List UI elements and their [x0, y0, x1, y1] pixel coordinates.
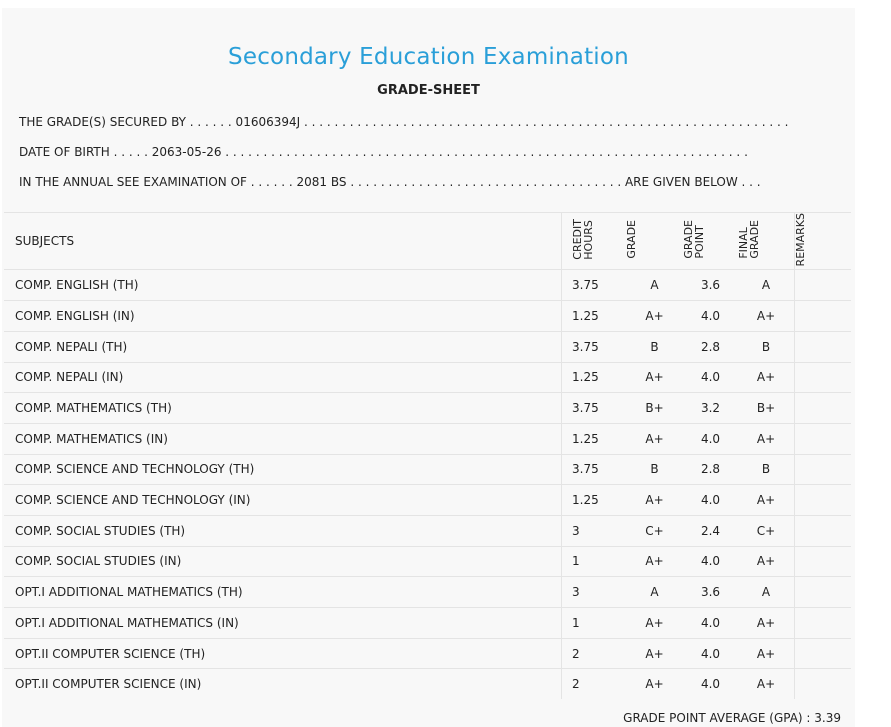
header-remarks [795, 213, 852, 270]
final-grade-cell: A+ [738, 362, 795, 393]
grade-cell: C+ [626, 515, 683, 546]
credit-hours-cell: 3.75 [562, 454, 627, 485]
table-row [4, 638, 851, 669]
date-of-birth-line: DATE OF BIRTH . . . . . 2063-05-26 . . . . . . . . . . . . . . . . . . . . . . . . . . . . . . . . . . . . . . . . . . . . . . . . . . . . . . . . . . . . . . . . . . . . . [19, 145, 748, 159]
grade-cell: A+ [626, 485, 683, 516]
grade-cell: B+ [626, 393, 683, 424]
credit-hours-cell: 1.25 [562, 485, 627, 516]
grade-point-cell: 3.2 [683, 393, 738, 424]
credit-hours-cell: 1.25 [562, 423, 627, 454]
header-final-grade [738, 213, 795, 270]
subject-cell: COMP. MATHEMATICS (TH) [4, 393, 562, 424]
grade-cell: A+ [626, 669, 683, 699]
credit-hours-cell: 1.25 [562, 301, 627, 332]
final-grade-cell: A [738, 577, 795, 608]
subject-cell: COMP. ENGLISH (TH) [4, 270, 562, 301]
table-row [4, 270, 851, 301]
subject-cell: COMP. MATHEMATICS (IN) [4, 423, 562, 454]
grade-cell: B [626, 454, 683, 485]
final-grade-cell: A+ [738, 669, 795, 699]
grade-point-cell: 4.0 [683, 362, 738, 393]
final-grade-cell: B [738, 454, 795, 485]
header-remarks-label: REMARKS [794, 213, 807, 267]
grade-sheet-heading: GRADE-SHEET [377, 83, 480, 98]
credit-hours-cell: 3.75 [562, 393, 627, 424]
table-row [4, 485, 851, 516]
grade-cell: A+ [626, 608, 683, 639]
credit-hours-cell: 2 [562, 638, 627, 669]
grade-point-cell: 4.0 [683, 546, 738, 577]
grade-sheet [2, 8, 855, 727]
table-row [4, 301, 851, 332]
header-final-grade-label: FINAL GRADE [737, 220, 761, 260]
final-grade-cell: B+ [738, 393, 795, 424]
subject-cell: OPT.II COMPUTER SCIENCE (IN) [4, 669, 562, 699]
header-grade-point [683, 213, 738, 270]
remarks-cell [795, 393, 852, 424]
header-grade-label: GRADE [625, 220, 638, 260]
subject-cell: COMP. NEPALI (TH) [4, 331, 562, 362]
remarks-cell [795, 331, 852, 362]
grade-cell: A+ [626, 301, 683, 332]
final-grade-cell: A+ [738, 638, 795, 669]
subject-cell: OPT.I ADDITIONAL MATHEMATICS (TH) [4, 577, 562, 608]
table-row [4, 515, 851, 546]
remarks-cell [795, 608, 852, 639]
grade-cell: A+ [626, 546, 683, 577]
grade-point-cell: 4.0 [683, 608, 738, 639]
remarks-cell [795, 423, 852, 454]
grade-cell: A [626, 577, 683, 608]
subject-cell: OPT.I ADDITIONAL MATHEMATICS (IN) [4, 608, 562, 639]
final-grade-cell: A+ [738, 608, 795, 639]
final-grade-cell: C+ [738, 515, 795, 546]
grade-point-cell: 3.6 [683, 270, 738, 301]
remarks-cell [795, 301, 852, 332]
final-grade-cell: A+ [738, 546, 795, 577]
grade-point-cell: 2.8 [683, 454, 738, 485]
remarks-cell [795, 669, 852, 699]
table-row [4, 362, 851, 393]
remarks-cell [795, 270, 852, 301]
table-row [4, 393, 851, 424]
grade-point-cell: 4.0 [683, 301, 738, 332]
table-row [4, 577, 851, 608]
gpa-summary: GRADE POINT AVERAGE (GPA) : 3.39 [623, 711, 841, 725]
remarks-cell [795, 638, 852, 669]
grade-cell: B [626, 331, 683, 362]
header-grade [626, 213, 683, 270]
subject-cell: COMP. ENGLISH (IN) [4, 301, 562, 332]
final-grade-cell: A [738, 270, 795, 301]
grade-point-cell: 2.4 [683, 515, 738, 546]
grade-point-cell: 3.6 [683, 577, 738, 608]
credit-hours-cell: 3.75 [562, 331, 627, 362]
credit-hours-cell: 2 [562, 669, 627, 699]
grade-point-cell: 2.8 [683, 331, 738, 362]
final-grade-cell: A+ [738, 485, 795, 516]
grade-point-cell: 4.0 [683, 423, 738, 454]
grade-point-cell: 4.0 [683, 485, 738, 516]
subject-cell: OPT.II COMPUTER SCIENCE (TH) [4, 638, 562, 669]
remarks-cell [795, 515, 852, 546]
header-credit-hours-label: CREDIT HOURS [571, 219, 595, 261]
grade-point-cell: 4.0 [683, 669, 738, 699]
final-grade-cell: A+ [738, 423, 795, 454]
final-grade-cell: B [738, 331, 795, 362]
table-row [4, 669, 851, 699]
exam-title: Secondary Education Examination [228, 44, 629, 70]
remarks-cell [795, 577, 852, 608]
table-row [4, 546, 851, 577]
credit-hours-cell: 3 [562, 577, 627, 608]
table-row [4, 608, 851, 639]
subject-cell: COMP. SCIENCE AND TECHNOLOGY (IN) [4, 485, 562, 516]
credit-hours-cell: 1.25 [562, 362, 627, 393]
remarks-cell [795, 546, 852, 577]
grade-point-cell: 4.0 [683, 638, 738, 669]
remarks-cell [795, 362, 852, 393]
header-grade-point-label: GRADE POINT [682, 220, 706, 260]
subject-cell: COMP. SOCIAL STUDIES (TH) [4, 515, 562, 546]
table-row [4, 454, 851, 485]
secured-by-line: THE GRADE(S) SECURED BY . . . . . . 01606394J . . . . . . . . . . . . . . . . . . . . . . . . . . . . . . . . . . . . . . . . . . . . . . . . . . . . . . . . . . . . . . . . [19, 115, 789, 129]
grades-table [4, 212, 851, 699]
remarks-cell [795, 454, 852, 485]
header-credit-hours [562, 213, 627, 270]
examination-line: IN THE ANNUAL SEE EXAMINATION OF . . . . . . 2081 BS . . . . . . . . . . . . . . . . . . . . . . . . . . . . . . . . . . . . ARE GIVEN BELOW . . . [19, 175, 761, 189]
grade-cell: A+ [626, 362, 683, 393]
credit-hours-cell: 1 [562, 546, 627, 577]
table-row [4, 331, 851, 362]
final-grade-cell: A+ [738, 301, 795, 332]
subject-cell: COMP. SOCIAL STUDIES (IN) [4, 546, 562, 577]
credit-hours-cell: 3 [562, 515, 627, 546]
table-row [4, 423, 851, 454]
credit-hours-cell: 3.75 [562, 270, 627, 301]
header-subjects: SUBJECTS [4, 213, 562, 270]
grade-cell: A [626, 270, 683, 301]
credit-hours-cell: 1 [562, 608, 627, 639]
grade-cell: A+ [626, 423, 683, 454]
subject-cell: COMP. SCIENCE AND TECHNOLOGY (TH) [4, 454, 562, 485]
remarks-cell [795, 485, 852, 516]
subject-cell: COMP. NEPALI (IN) [4, 362, 562, 393]
grade-cell: A+ [626, 638, 683, 669]
table-header-row [4, 213, 851, 270]
